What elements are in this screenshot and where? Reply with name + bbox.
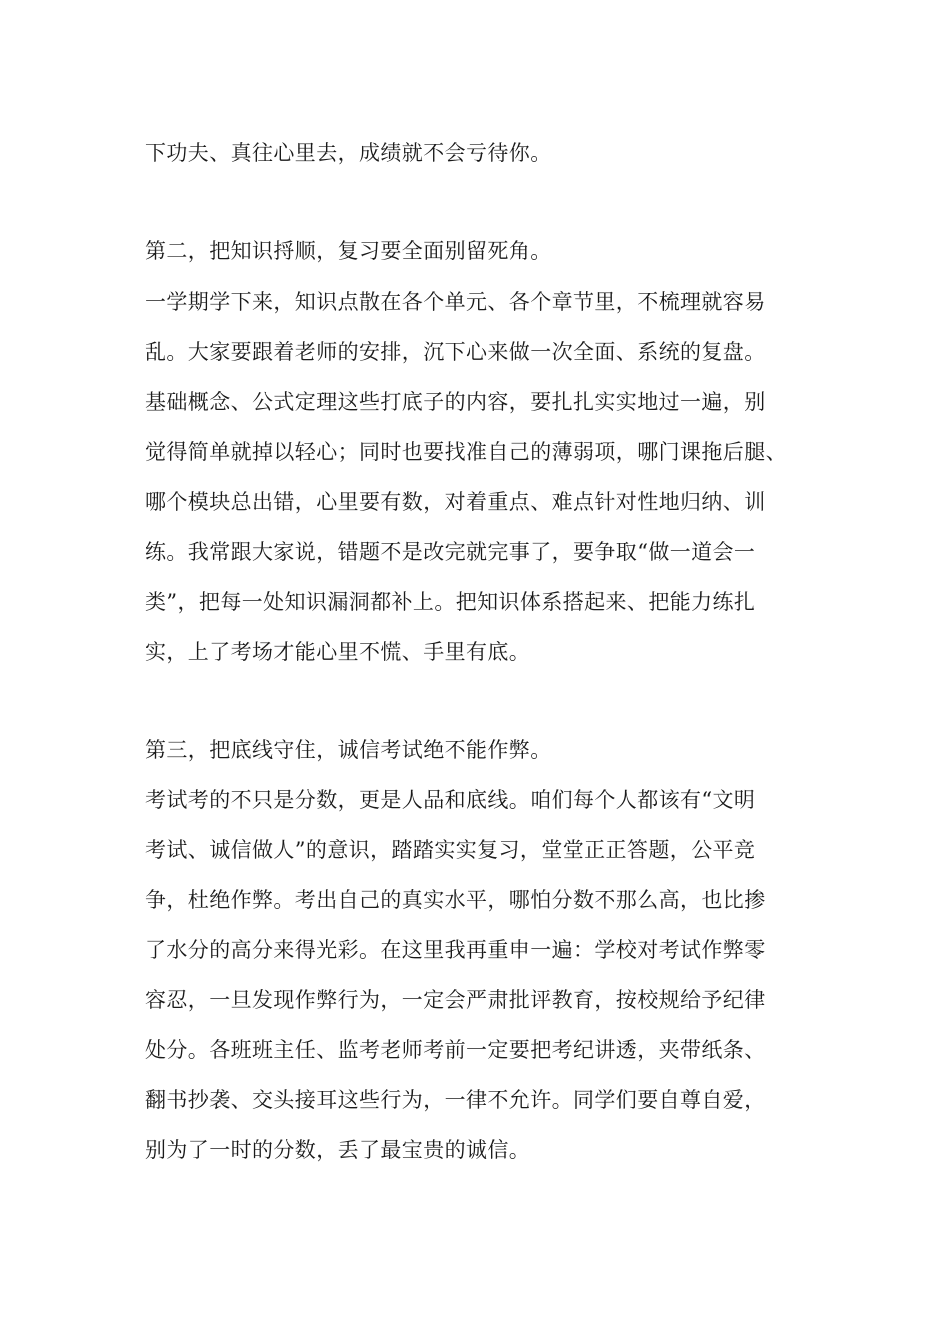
section-2-line: 乱。大家要跟着老师的安排，沉下心来做一次全面、系统的复盘。 [145, 340, 766, 364]
section-3-line: 考试考的不只是分数，更是人品和底线。咱们每个人都该有“文明 [145, 788, 756, 812]
section-2-line: 哪个模块总出错，心里要有数，对着重点、难点针对性地归纳、训 [145, 490, 766, 514]
section-3-line: 考试、诚信做人”的意识，踏踏实实复习，堂堂正正答题，公平竞 [145, 838, 756, 862]
section-2-line: 基础概念、公式定理这些打底子的内容，要扎扎实实地过一遍，别 [145, 390, 766, 414]
section-2-line: 类”，把每一处知识漏洞都补上。把知识体系搭起来、把能力练扎 [145, 590, 756, 614]
section-2-line: 实，上了考场才能心里不慌、手里有底。 [145, 640, 531, 664]
section-3-line: 了水分的高分来得光彩。在这里我再重申一遍：学校对考试作弊零 [145, 938, 766, 962]
section-3-line: 处分。各班班主任、监考老师考前一定要把考纪讲透，夹带纸条、 [145, 1038, 766, 1062]
section-3-line: 容忍，一旦发现作弊行为，一定会严肃批评教育，按校规给予纪律 [145, 988, 766, 1012]
section-2-line: 练。我常跟大家说，错题不是改完就完事了，要争取“做一道会一 [145, 540, 756, 564]
section-2-line: 一学期学下来，知识点散在各个单元、各个章节里，不梳理就容易 [145, 290, 766, 314]
section-2-heading: 第二，把知识捋顺，复习要全面别留死角。 [145, 239, 552, 263]
section-2-line: 觉得简单就掉以轻心；同时也要找准自己的薄弱项，哪门课拖后腿、 [145, 440, 787, 464]
section-3-line: 别为了一时的分数，丢了最宝贵的诚信。 [145, 1138, 531, 1162]
section-3-line: 翻书抄袭、交头接耳这些行为，一律不允许。同学们要自尊自爱， [145, 1088, 766, 1112]
section-3-line: 争，杜绝作弊。考出自己的真实水平，哪怕分数不那么高，也比掺 [145, 888, 766, 912]
intro-line: 下功夫、真往心里去，成绩就不会亏待你。 [145, 141, 552, 165]
section-3-heading: 第三，把底线守住，诚信考试绝不能作弊。 [145, 738, 552, 762]
